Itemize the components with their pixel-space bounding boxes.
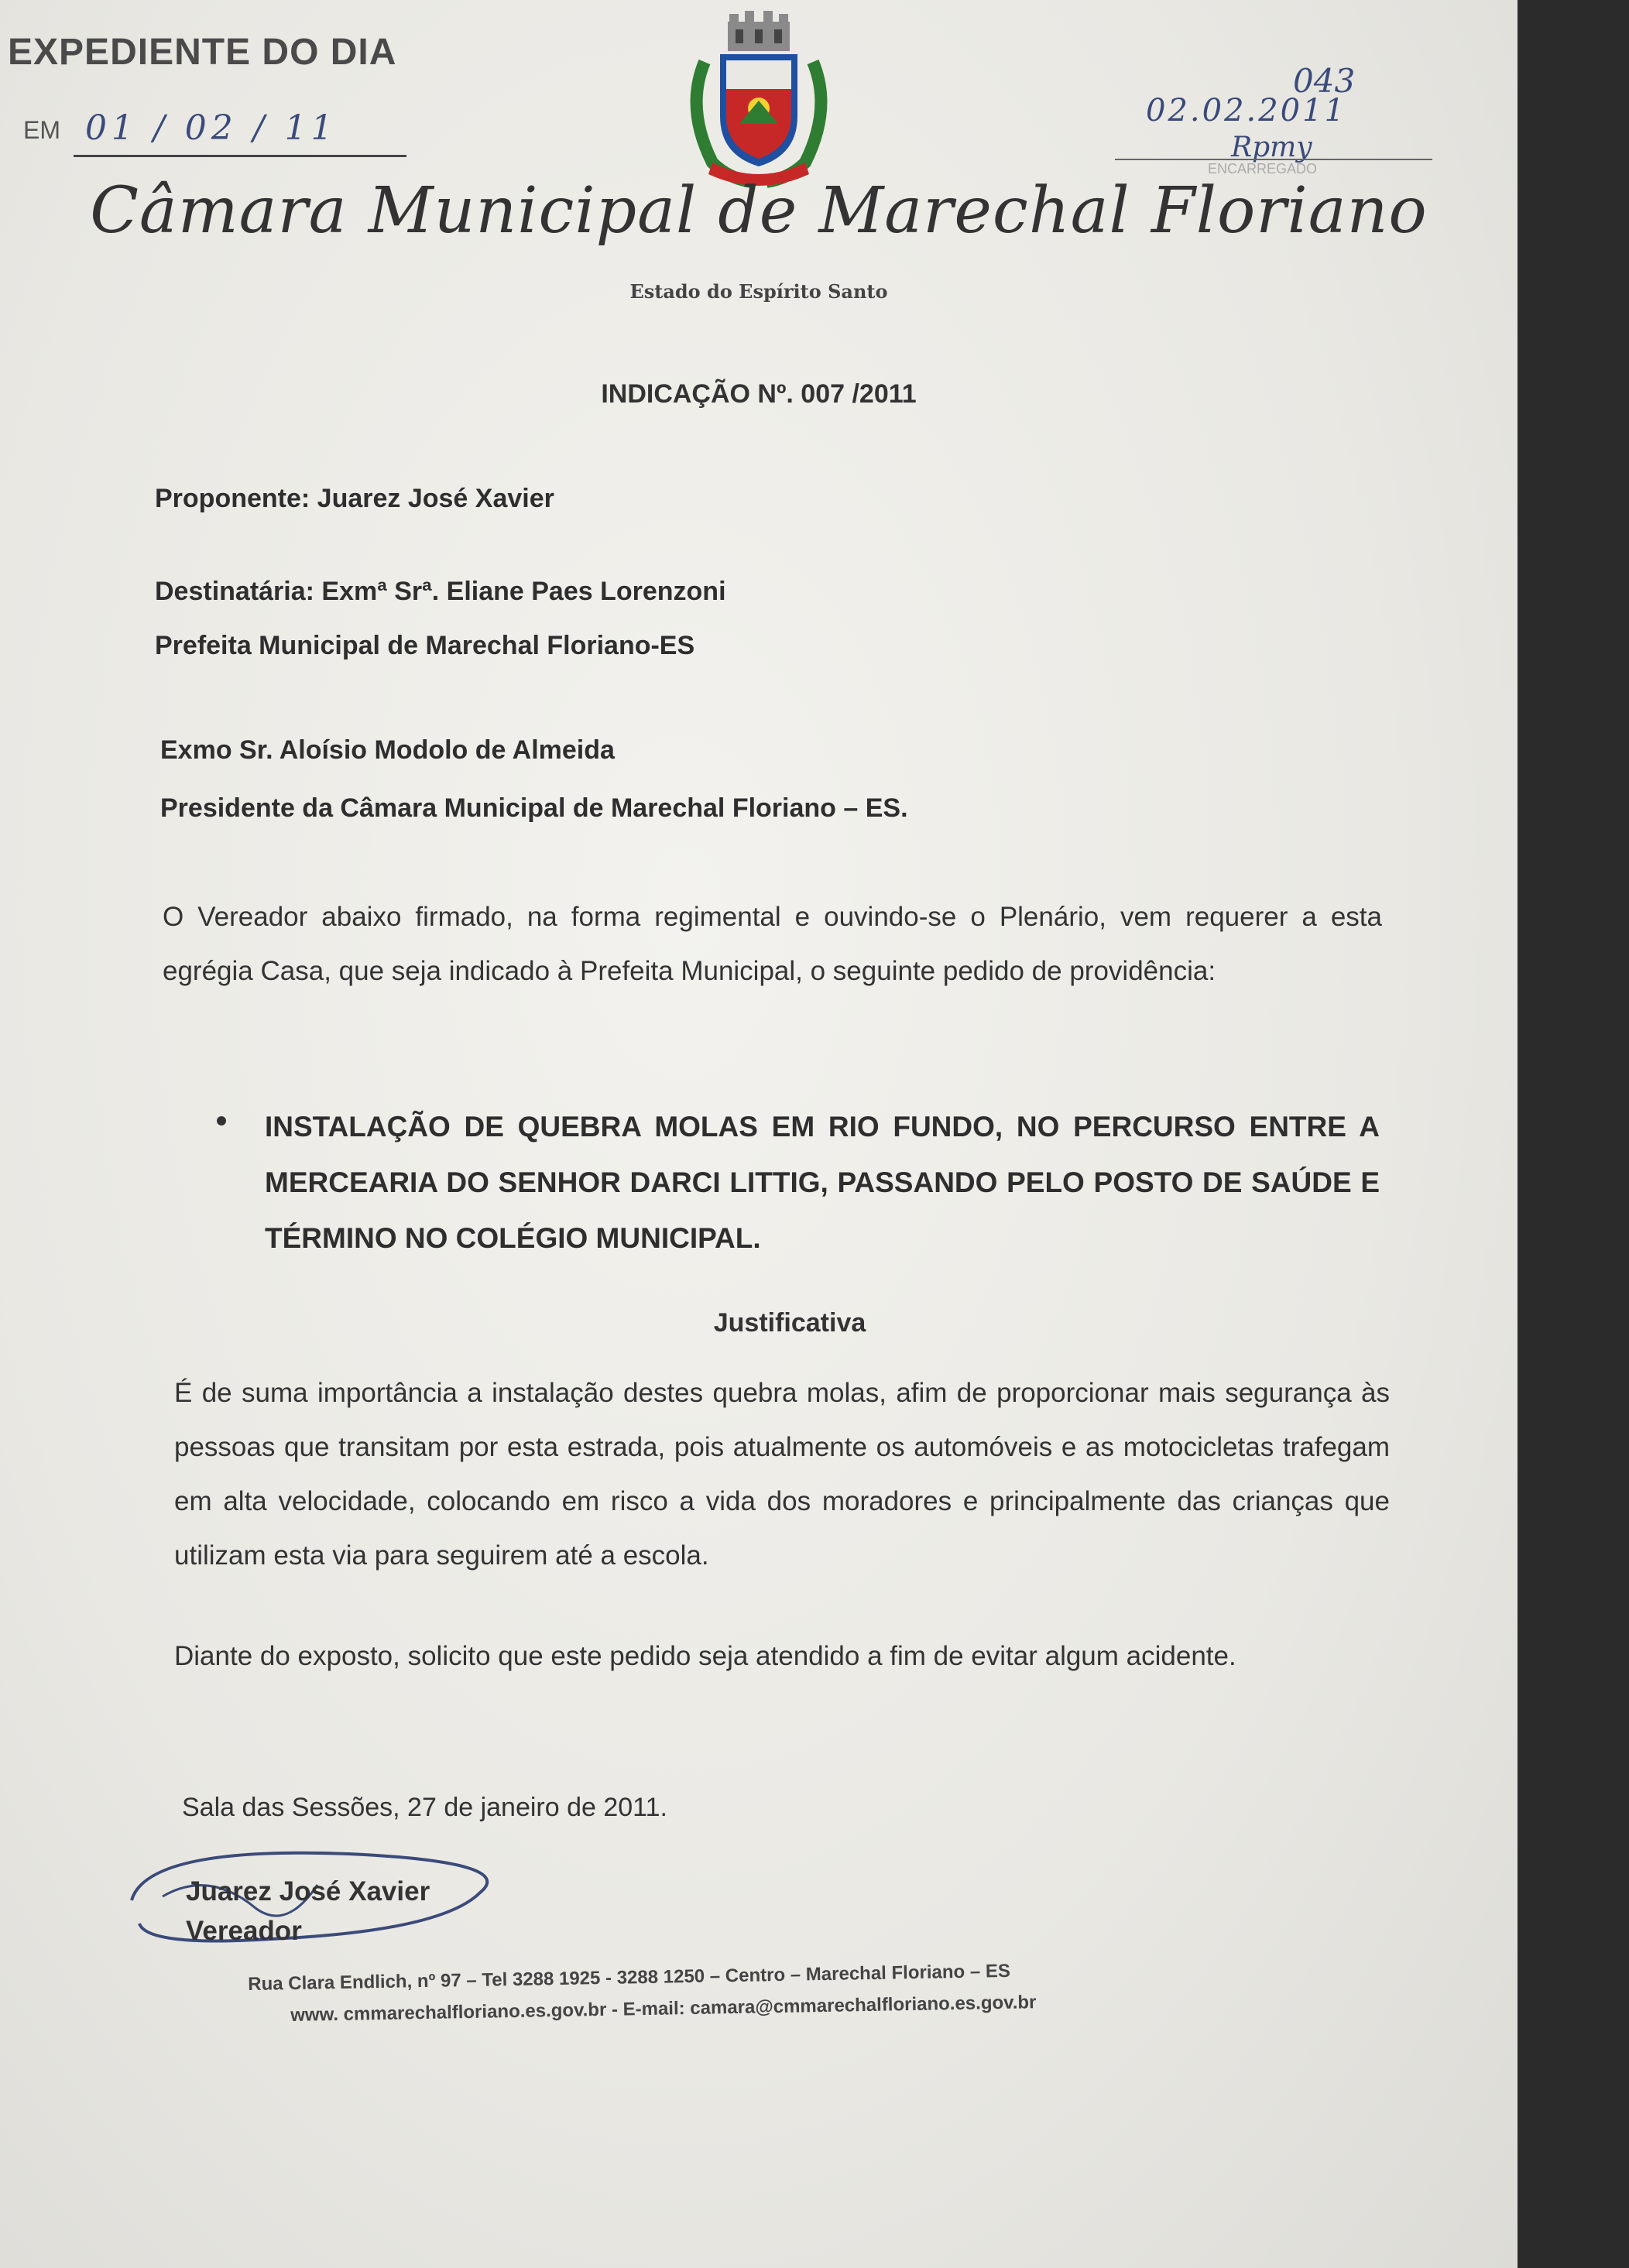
- justificativa-heading: Justificativa: [713, 1308, 866, 1338]
- municipal-crest-icon: [681, 8, 836, 194]
- expediente-stamp: [8, 31, 410, 170]
- intro-paragraph: O Vereador abaixo firmado, na forma regimental e ouvindo-se o Plenário, vem requerer a esta egrégia Casa, que seja indicado à Prefeita Municipal, o seguinte pedido de providência:: [163, 902, 1382, 986]
- document-title: INDICAÇÃO Nº. 007 /2011: [601, 379, 917, 409]
- institution-state: Estado do Espírito Santo: [629, 280, 888, 303]
- expediente-title: EXPEDIENTE DO DIA: [8, 32, 397, 73]
- protocol-signature: Rpmy: [1231, 132, 1312, 163]
- footer-address: Rua Clara Endlich, nº 97 – Tel 3288 1925 - 3288 1250 – Centro – Marechal Floriano – ES: [248, 1960, 1011, 1995]
- expediente-date: 01 / 02 / 11: [85, 108, 338, 148]
- exmo-line-2: Presidente da Câmara Municipal de Marechal Floriano – ES.: [160, 793, 908, 823]
- expediente-date-line: [74, 155, 406, 157]
- institution-name: Câmara Municipal de Marechal Floriano: [90, 174, 1428, 248]
- proponente-line: Proponente: Juarez José Xavier: [155, 484, 554, 513]
- justificativa-paragraph-2: Diante do exposto, solicito que este pedido seja atendido a fim de evitar algum acidente.: [174, 1641, 1236, 1671]
- destinataria-line-2: Prefeita Municipal de Marechal Floriano-ES: [155, 631, 695, 660]
- protocol-footer: ENCARREGADO: [1208, 161, 1318, 176]
- protocol-signature-line: [1115, 159, 1432, 160]
- signer-role: Vereador: [186, 1916, 302, 1946]
- signer-name: Juarez José Xavier: [186, 1876, 430, 1907]
- destinataria-line-1: Destinatária: Exmª Srª. Eliane Paes Lorenzoni: [155, 577, 726, 606]
- exmo-line-1: Exmo Sr. Aloísio Modolo de Almeida: [160, 735, 615, 765]
- protocol-stamp: [1092, 46, 1440, 186]
- footer-contact: www. cmmarechalfloriano.es.gov.br - E-mail: camara@cmmarechalfloriano.es.gov.br: [290, 1992, 1037, 2026]
- bullet-dot-icon: [217, 1116, 226, 1125]
- protocol-date: 02.02.2011: [1146, 93, 1347, 128]
- request-text: INSTALAÇÃO DE QUEBRA MOLAS EM RIO FUNDO, NO PERCURSO ENTRE A MERCEARIA DO SENHOR DARCI LITTIG, PASSANDO PELO POSTO DE SAÚDE E TÉRMINO NO COLÉGIO MUNICIPAL.: [265, 1111, 1380, 1254]
- session-date: Sala das Sessões, 27 de janeiro de 2011.: [182, 1793, 667, 1822]
- justificativa-paragraph-1: É de suma importância a instalação destes quebra molas, afim de proporcionar mais segurança às pessoas que transitam por esta estrada, pois atualmente os automóveis e as motocicletas trafegam em alta velocidade, colocando em risco a vida dos moradores e principalmente das crianças que utilizam esta via para seguirem até a escola.: [174, 1378, 1390, 1571]
- expediente-em-label: EM: [23, 116, 60, 144]
- protocol-number: 043: [1293, 62, 1356, 100]
